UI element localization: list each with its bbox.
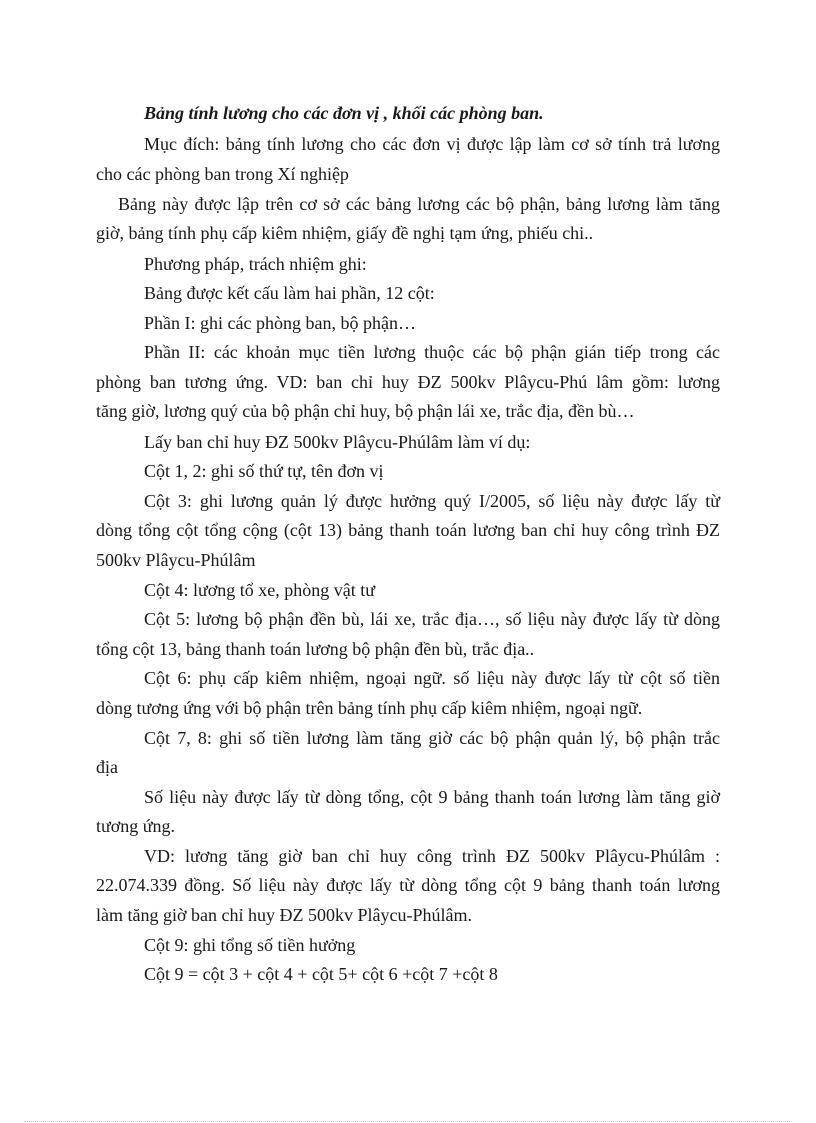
- paragraph-line: làm tăng giờ ban chỉ huy ĐZ 500kv Plâycu-Phúlâm.: [96, 905, 472, 925]
- page-bottom-rule: [24, 1121, 792, 1122]
- paragraph-line: tương ứng.: [96, 816, 176, 836]
- paragraph-line: Số liệu này được lấy từ dòng tổng, cột 9 bảng thanh toán lương làm tăng giờ: [144, 787, 720, 807]
- paragraph-line: Phần I: ghi các phòng ban, bộ phận…: [144, 313, 416, 333]
- section-title: Bảng tính lương cho các đơn vị , khối các phòng ban.: [144, 103, 544, 123]
- paragraph-line: tổng cột 13, bảng thanh toán lương bộ phận đền bù, trắc địa..: [96, 639, 535, 659]
- paragraph-line: Cột 7, 8: ghi số tiền lương làm tăng giờ các bộ phận quản lý, bộ phận trắc: [144, 728, 720, 748]
- paragraph-line: dòng tổng cột tổng cộng (cột 13) bảng thanh toán lương ban chỉ huy công trình ĐZ: [96, 520, 720, 540]
- paragraph-line: phòng ban tương ứng. VD: ban chỉ huy ĐZ 500kv Plâycu-Phú lâm gồm: lương: [96, 372, 720, 392]
- paragraph-line: cho các phòng ban trong Xí nghiệp: [96, 164, 349, 184]
- paragraph-line: giờ, bảng tính phụ cấp kiêm nhiệm, giấy đề nghị tạm ứng, phiếu chi..: [96, 223, 594, 243]
- paragraph-line: Mục đích: bảng tính lương cho các đơn vị được lập làm cơ sở tính trả lương: [144, 134, 720, 154]
- paragraph-line: Bảng được kết cấu làm hai phần, 12 cột:: [144, 283, 435, 303]
- paragraph-line: Cột 5: lương bộ phận đền bù, lái xe, trắc địa…, số liệu này được lấy từ dòng: [144, 609, 720, 629]
- paragraph-line: Phương pháp, trách nhiệm ghi:: [144, 254, 367, 274]
- paragraph-line: Cột 1, 2: ghi số thứ tự, tên đơn vị: [144, 461, 384, 481]
- paragraph-line: 500kv Plâycu-Phúlâm: [96, 550, 256, 570]
- paragraph-line: Cột 4: lương tổ xe, phòng vật tư: [144, 580, 376, 600]
- paragraph-line: tăng giờ, lương quý của bộ phận chỉ huy, bộ phận lái xe, trắc địa, đền bù…: [96, 401, 635, 421]
- formula-line: Cột 9 = cột 3 + cột 4 + cột 5+ cột 6 +cột 7 +cột 8: [144, 964, 498, 984]
- paragraph-line: Bảng này được lập trên cơ sở các bảng lương các bộ phận, bảng lương làm tăng: [118, 194, 720, 214]
- paragraph-line: địa: [96, 757, 118, 777]
- paragraph-line: Cột 3: ghi lương quản lý được hưởng quý I/2005, số liệu này được lấy từ: [144, 491, 720, 511]
- paragraph-line: VD: lương tăng giờ ban chỉ huy công trình ĐZ 500kv Plâycu-Phúlâm :: [144, 846, 720, 866]
- paragraph-line: dòng tương ứng với bộ phận trên bảng tính phụ cấp kiêm nhiệm, ngoại ngữ.: [96, 698, 643, 718]
- paragraph-line: Phần II: các khoản mục tiền lương thuộc các bộ phận gián tiếp trong các: [144, 342, 720, 362]
- paragraph-line: Cột 9: ghi tổng số tiền hưởng: [144, 935, 356, 955]
- paragraph-line: Lấy ban chỉ huy ĐZ 500kv Plâycu-Phúlâm làm ví dụ:: [144, 432, 531, 452]
- paragraph-line: 22.074.339 đồng. Số liệu này được lấy từ dòng tổng cột 9 bảng thanh toán lương: [96, 875, 720, 895]
- paragraph-line: Cột 6: phụ cấp kiêm nhiệm, ngoại ngữ. số liệu này được lấy từ cột số tiền: [144, 668, 720, 688]
